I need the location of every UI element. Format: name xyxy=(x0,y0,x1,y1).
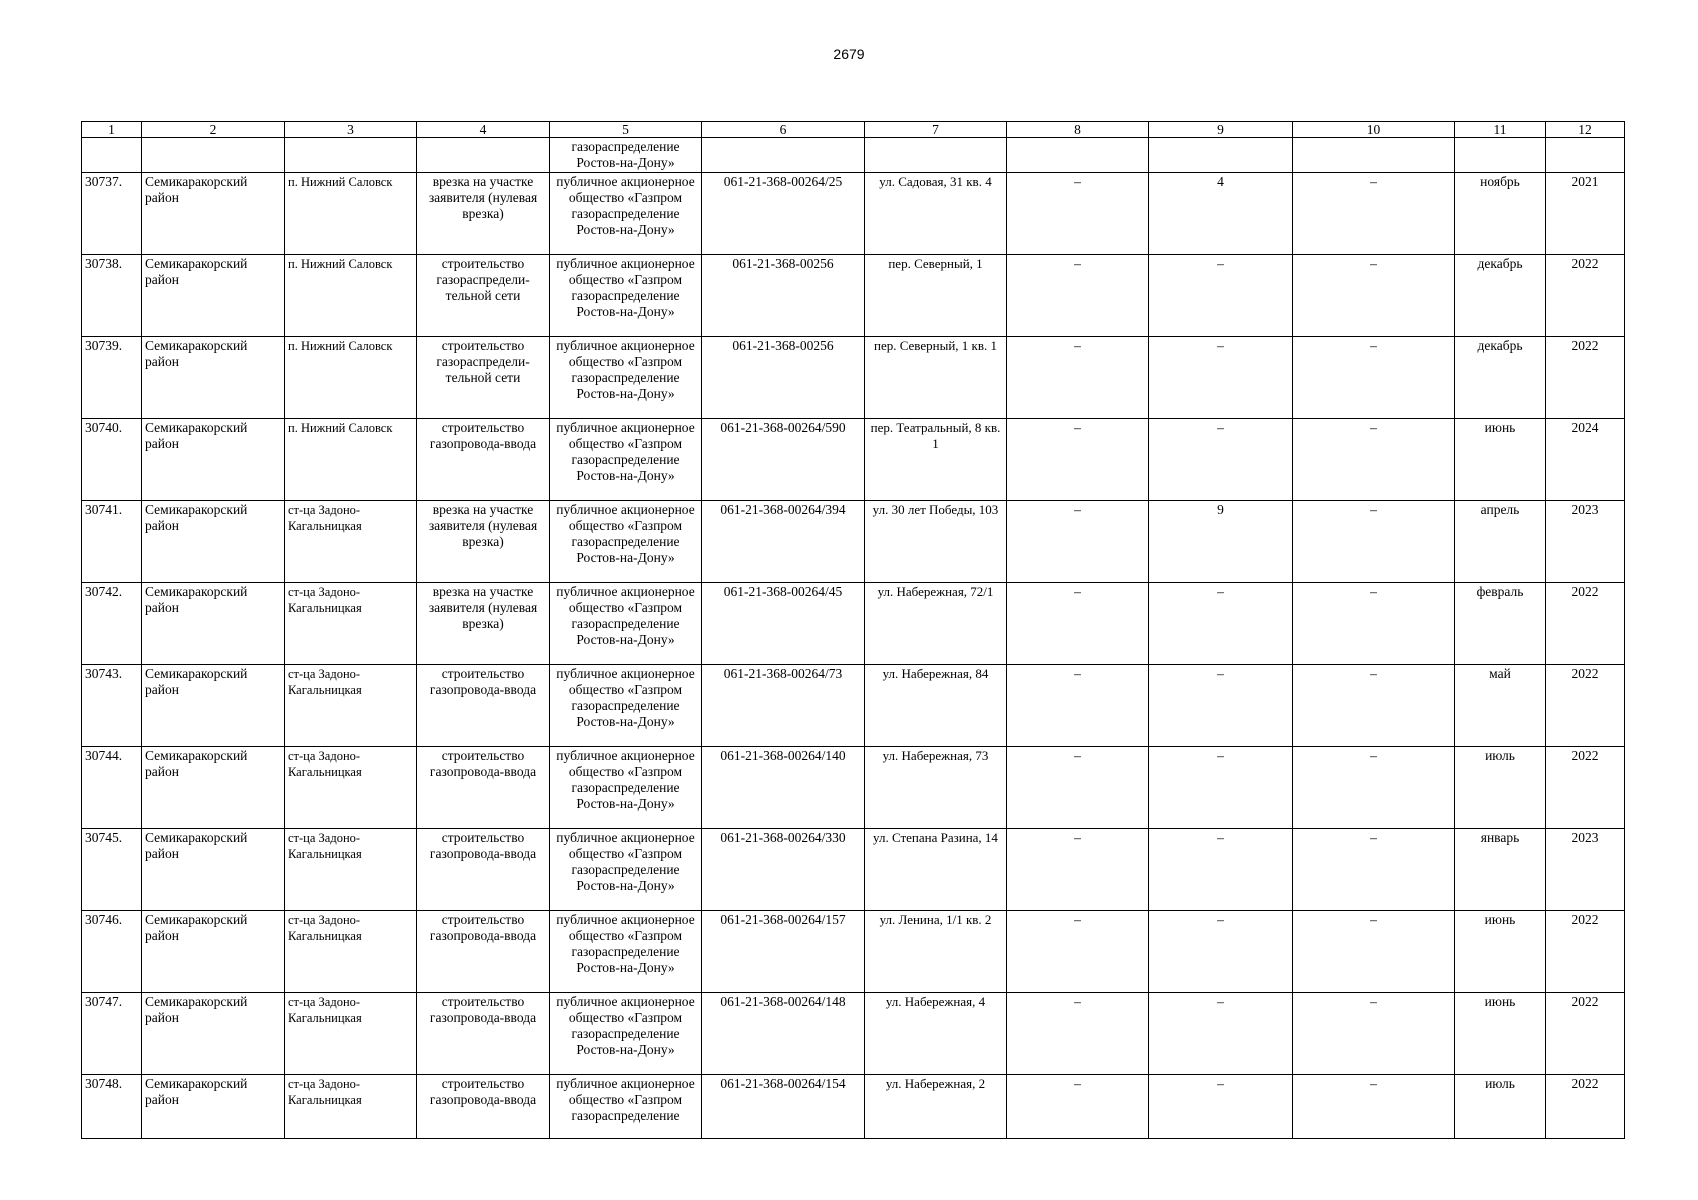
year-cell: 2024 xyxy=(1546,419,1625,501)
organization-cell: публичное акционерное общество «Газпром газораспределение Ростов-на-Дону» xyxy=(550,583,702,665)
organization-cell: публичное акционерное общество «Газпром газораспределение Ростов-на-Дону» xyxy=(550,255,702,337)
continuation-row xyxy=(82,138,1625,173)
col10-cell: – xyxy=(1293,993,1455,1075)
work-type-cell: строительство газопровода-ввода xyxy=(417,993,550,1075)
col10-cell: – xyxy=(1293,419,1455,501)
year-cell: 2022 xyxy=(1546,993,1625,1075)
organization-cell: публичное акционерное общество «Газпром газораспределение Ростов-на-Дону» xyxy=(550,747,702,829)
permit-code-cell: 061-21-368-00264/45 xyxy=(702,583,865,665)
column-header: 3 xyxy=(285,122,417,138)
col9-cell: – xyxy=(1149,665,1293,747)
row-number-cell: 30742. xyxy=(82,583,142,665)
table-row xyxy=(82,501,1625,583)
col10-cell: – xyxy=(1293,583,1455,665)
work-type-cell: строительство газопровода-ввода xyxy=(417,829,550,911)
col9-cell: 4 xyxy=(1149,173,1293,255)
empty-cell xyxy=(82,138,142,173)
year-cell: 2023 xyxy=(1546,829,1625,911)
year-cell: 2022 xyxy=(1546,747,1625,829)
column-header: 1 xyxy=(82,122,142,138)
locality-cell: ст-ца Задоно-Кагальницкая xyxy=(285,911,417,993)
work-type-cell: врезка на участке заявителя (нулевая врезка) xyxy=(417,173,550,255)
permit-code-cell: 061-21-368-00264/590 xyxy=(702,419,865,501)
empty-cell xyxy=(417,138,550,173)
month-cell: февраль xyxy=(1455,583,1546,665)
table-row xyxy=(82,583,1625,665)
gas-connection-table xyxy=(81,121,1625,1139)
locality-cell: ст-ца Задоно-Кагальницкая xyxy=(285,747,417,829)
organization-cell: публичное акционерное общество «Газпром газораспределение Ростов-на-Дону» xyxy=(550,173,702,255)
district-cell: Семикаракорский район xyxy=(142,419,285,501)
table-row xyxy=(82,1075,1625,1139)
col9-cell: – xyxy=(1149,419,1293,501)
row-number-cell: 30739. xyxy=(82,337,142,419)
column-header: 10 xyxy=(1293,122,1455,138)
district-cell: Семикаракорский район xyxy=(142,665,285,747)
year-cell: 2022 xyxy=(1546,911,1625,993)
table-row xyxy=(82,829,1625,911)
address-cell: пер. Северный, 1 xyxy=(865,255,1007,337)
month-cell: ноябрь xyxy=(1455,173,1546,255)
column-header: 9 xyxy=(1149,122,1293,138)
column-number-header-row xyxy=(82,122,1625,138)
locality-cell: п. Нижний Саловск xyxy=(285,255,417,337)
address-cell: ул. Набережная, 73 xyxy=(865,747,1007,829)
empty-cell xyxy=(1007,138,1149,173)
address-cell: ул. Набережная, 72/1 xyxy=(865,583,1007,665)
col8-cell: – xyxy=(1007,829,1149,911)
table-row xyxy=(82,419,1625,501)
column-header: 8 xyxy=(1007,122,1149,138)
table-row xyxy=(82,911,1625,993)
col10-cell: – xyxy=(1293,911,1455,993)
month-cell: апрель xyxy=(1455,501,1546,583)
column-header: 12 xyxy=(1546,122,1625,138)
col9-cell: – xyxy=(1149,1075,1293,1139)
district-cell: Семикаракорский район xyxy=(142,911,285,993)
column-header: 11 xyxy=(1455,122,1546,138)
col10-cell: – xyxy=(1293,829,1455,911)
column-header: 2 xyxy=(142,122,285,138)
year-cell: 2022 xyxy=(1546,337,1625,419)
address-cell: ул. Набережная, 2 xyxy=(865,1075,1007,1139)
empty-cell xyxy=(285,138,417,173)
permit-code-cell: 061-21-368-00256 xyxy=(702,337,865,419)
col10-cell: – xyxy=(1293,665,1455,747)
work-type-cell: врезка на участке заявителя (нулевая врезка) xyxy=(417,501,550,583)
address-cell: ул. Ленина, 1/1 кв. 2 xyxy=(865,911,1007,993)
row-number-cell: 30737. xyxy=(82,173,142,255)
address-cell: ул. Садовая, 31 кв. 4 xyxy=(865,173,1007,255)
district-cell: Семикаракорский район xyxy=(142,255,285,337)
table-row xyxy=(82,337,1625,419)
col9-cell: – xyxy=(1149,829,1293,911)
permit-code-cell: 061-21-368-00264/25 xyxy=(702,173,865,255)
col8-cell: – xyxy=(1007,747,1149,829)
permit-code-cell: 061-21-368-00264/157 xyxy=(702,911,865,993)
year-cell: 2023 xyxy=(1546,501,1625,583)
permit-code-cell: 061-21-368-00256 xyxy=(702,255,865,337)
year-cell: 2022 xyxy=(1546,1075,1625,1139)
col8-cell: – xyxy=(1007,583,1149,665)
district-cell: Семикаракорский район xyxy=(142,1075,285,1139)
month-cell: июнь xyxy=(1455,419,1546,501)
column-header: 7 xyxy=(865,122,1007,138)
col8-cell: – xyxy=(1007,501,1149,583)
table-row xyxy=(82,255,1625,337)
work-type-cell: строительство газопровода-ввода xyxy=(417,1075,550,1139)
col10-cell: – xyxy=(1293,255,1455,337)
empty-cell xyxy=(865,138,1007,173)
locality-cell: ст-ца Задоно-Кагальницкая xyxy=(285,583,417,665)
page-number: 2679 xyxy=(833,46,865,62)
col9-cell: – xyxy=(1149,337,1293,419)
month-cell: июль xyxy=(1455,1075,1546,1139)
col8-cell: – xyxy=(1007,1075,1149,1139)
table-row xyxy=(82,747,1625,829)
district-cell: Семикаракорский район xyxy=(142,501,285,583)
month-cell: май xyxy=(1455,665,1546,747)
permit-code-cell: 061-21-368-00264/330 xyxy=(702,829,865,911)
work-type-cell: строительство газопровода-ввода xyxy=(417,747,550,829)
col8-cell: – xyxy=(1007,173,1149,255)
empty-cell xyxy=(1546,138,1625,173)
work-type-cell: строительство газопровода-ввода xyxy=(417,665,550,747)
organization-cell: публичное акционерное общество «Газпром газораспределение Ростов-на-Дону» xyxy=(550,911,702,993)
permit-code-cell: 061-21-368-00264/154 xyxy=(702,1075,865,1139)
month-cell: декабрь xyxy=(1455,337,1546,419)
month-cell: январь xyxy=(1455,829,1546,911)
column-header: 4 xyxy=(417,122,550,138)
col8-cell: – xyxy=(1007,419,1149,501)
organization-cell: публичное акционерное общество «Газпром газораспределение Ростов-на-Дону» xyxy=(550,419,702,501)
permit-code-cell: 061-21-368-00264/148 xyxy=(702,993,865,1075)
district-cell: Семикаракорский район xyxy=(142,583,285,665)
empty-cell xyxy=(1293,138,1455,173)
table-row xyxy=(82,993,1625,1075)
locality-cell: п. Нижний Саловск xyxy=(285,337,417,419)
locality-cell: ст-ца Задоно-Кагальницкая xyxy=(285,501,417,583)
column-header: 5 xyxy=(550,122,702,138)
row-number-cell: 30741. xyxy=(82,501,142,583)
work-type-cell: строительство газопровода-ввода xyxy=(417,911,550,993)
col8-cell: – xyxy=(1007,337,1149,419)
locality-cell: п. Нижний Саловск xyxy=(285,173,417,255)
organization-cell: публичное акционерное общество «Газпром газораспределение xyxy=(550,1075,702,1139)
address-cell: пер. Театральный, 8 кв. 1 xyxy=(865,419,1007,501)
row-number-cell: 30745. xyxy=(82,829,142,911)
district-cell: Семикаракорский район xyxy=(142,173,285,255)
col10-cell: – xyxy=(1293,747,1455,829)
empty-cell xyxy=(142,138,285,173)
month-cell: июль xyxy=(1455,747,1546,829)
month-cell: декабрь xyxy=(1455,255,1546,337)
col9-cell: – xyxy=(1149,747,1293,829)
locality-cell: ст-ца Задоно-Кагальницкая xyxy=(285,665,417,747)
col10-cell: – xyxy=(1293,337,1455,419)
row-number-cell: 30744. xyxy=(82,747,142,829)
table-row xyxy=(82,173,1625,255)
table-row xyxy=(82,665,1625,747)
address-cell: ул. Набережная, 4 xyxy=(865,993,1007,1075)
organization-cell: публичное акционерное общество «Газпром газораспределение Ростов-на-Дону» xyxy=(550,993,702,1075)
organization-cell: газораспределение Ростов-на-Дону» xyxy=(550,138,702,173)
row-number-cell: 30747. xyxy=(82,993,142,1075)
locality-cell: ст-ца Задоно-Кагальницкая xyxy=(285,829,417,911)
work-type-cell: строительство газораспредели-тельной сети xyxy=(417,337,550,419)
permit-code-cell: 061-21-368-00264/140 xyxy=(702,747,865,829)
district-cell: Семикаракорский район xyxy=(142,829,285,911)
row-number-cell: 30746. xyxy=(82,911,142,993)
column-header: 6 xyxy=(702,122,865,138)
year-cell: 2022 xyxy=(1546,665,1625,747)
empty-cell xyxy=(1149,138,1293,173)
district-cell: Семикаракорский район xyxy=(142,747,285,829)
empty-cell xyxy=(1455,138,1546,173)
locality-cell: ст-ца Задоно-Кагальницкая xyxy=(285,1075,417,1139)
month-cell: июнь xyxy=(1455,911,1546,993)
col9-cell: – xyxy=(1149,993,1293,1075)
organization-cell: публичное акционерное общество «Газпром газораспределение Ростов-на-Дону» xyxy=(550,829,702,911)
row-number-cell: 30743. xyxy=(82,665,142,747)
locality-cell: п. Нижний Саловск xyxy=(285,419,417,501)
permit-code-cell: 061-21-368-00264/394 xyxy=(702,501,865,583)
district-cell: Семикаракорский район xyxy=(142,993,285,1075)
organization-cell: публичное акционерное общество «Газпром газораспределение Ростов-на-Дону» xyxy=(550,337,702,419)
col8-cell: – xyxy=(1007,665,1149,747)
year-cell: 2021 xyxy=(1546,173,1625,255)
col9-cell: – xyxy=(1149,255,1293,337)
row-number-cell: 30738. xyxy=(82,255,142,337)
month-cell: июнь xyxy=(1455,993,1546,1075)
work-type-cell: врезка на участке заявителя (нулевая врезка) xyxy=(417,583,550,665)
row-number-cell: 30748. xyxy=(82,1075,142,1139)
col8-cell: – xyxy=(1007,911,1149,993)
year-cell: 2022 xyxy=(1546,583,1625,665)
address-cell: ул. 30 лет Победы, 103 xyxy=(865,501,1007,583)
address-cell: ул. Степана Разина, 14 xyxy=(865,829,1007,911)
year-cell: 2022 xyxy=(1546,255,1625,337)
col9-cell: – xyxy=(1149,583,1293,665)
col9-cell: 9 xyxy=(1149,501,1293,583)
locality-cell: ст-ца Задоно-Кагальницкая xyxy=(285,993,417,1075)
address-cell: ул. Набережная, 84 xyxy=(865,665,1007,747)
col8-cell: – xyxy=(1007,993,1149,1075)
address-cell: пер. Северный, 1 кв. 1 xyxy=(865,337,1007,419)
empty-cell xyxy=(702,138,865,173)
permit-code-cell: 061-21-368-00264/73 xyxy=(702,665,865,747)
col8-cell: – xyxy=(1007,255,1149,337)
col10-cell: – xyxy=(1293,1075,1455,1139)
col10-cell: – xyxy=(1293,501,1455,583)
district-cell: Семикаракорский район xyxy=(142,337,285,419)
row-number-cell: 30740. xyxy=(82,419,142,501)
work-type-cell: строительство газопровода-ввода xyxy=(417,419,550,501)
work-type-cell: строительство газораспредели-тельной сети xyxy=(417,255,550,337)
organization-cell: публичное акционерное общество «Газпром газораспределение Ростов-на-Дону» xyxy=(550,501,702,583)
col10-cell: – xyxy=(1293,173,1455,255)
col9-cell: – xyxy=(1149,911,1293,993)
organization-cell: публичное акционерное общество «Газпром газораспределение Ростов-на-Дону» xyxy=(550,665,702,747)
